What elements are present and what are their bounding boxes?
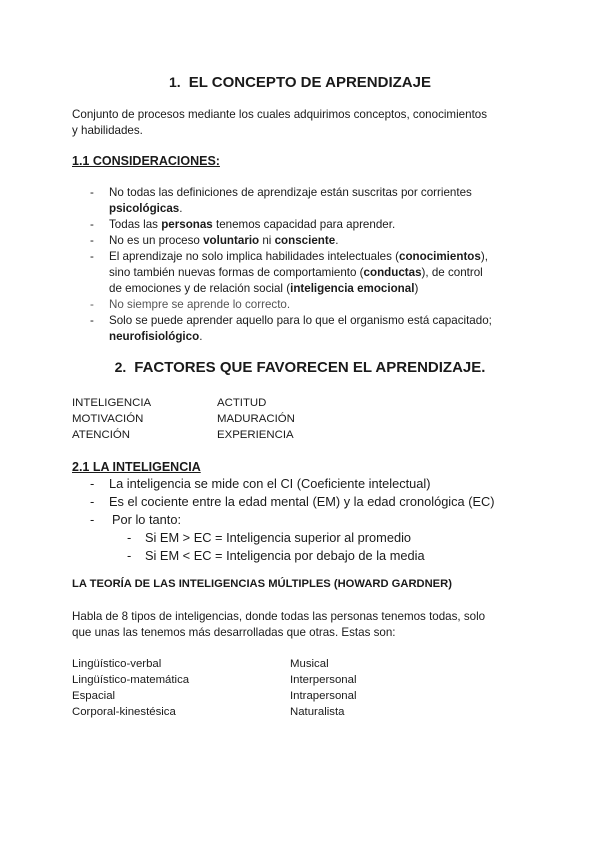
intro-line-2: y habilidades. [72, 124, 143, 137]
factors-left-column [72, 395, 151, 443]
section-2-heading [0, 359, 600, 376]
bullet-dash: - [90, 298, 94, 311]
factor-item: ACTITUD [217, 397, 267, 409]
theory-paragraph: Habla de 8 tipos de inteligencias, donde todas las personas tenemos todas, solo que unas las tenemos más desarrolladas que otras. Estas son: [72, 610, 486, 639]
theory-heading: LA TEORÍA DE LAS INTELIGENCIAS MÚLTIPLES (HOWARD GARDNER) [72, 578, 452, 590]
bullet-dash: - [90, 476, 95, 491]
factor-item: MOTIVACIÓN [72, 413, 144, 425]
intelligences-right-column [290, 656, 357, 720]
bullet-dash: - [90, 250, 94, 263]
factor-item: ATENCIÓN [72, 429, 131, 441]
factors-right-column [217, 395, 295, 443]
intelligence-item: Espacial [72, 690, 116, 702]
intro-line-1: Conjunto de procesos mediante los cuales adquirimos conceptos, conocimientos [72, 108, 488, 121]
intelligence-item: Interpersonal [290, 674, 357, 686]
bullet-dash: - [90, 512, 95, 527]
intelligence-item: Naturalista [290, 706, 345, 718]
subsection-1-1-title: 1.1 CONSIDERACIONES: [72, 154, 220, 168]
intelligence-item: Musical [290, 658, 329, 670]
section-1-intro [72, 107, 532, 139]
bullet-dash: - [127, 530, 132, 545]
section-1-number: 1. [169, 74, 181, 90]
bullet-dash: - [90, 218, 94, 231]
factor-item: MADURACIÓN [217, 413, 295, 425]
subsection-2-1-title: 2.1 LA INTELIGENCIA [72, 460, 201, 474]
bullet-dash: - [90, 186, 94, 199]
factor-item: INTELIGENCIA [72, 397, 152, 409]
bullet-dash: - [90, 494, 95, 509]
document-page: 1. EL CONCEPTO DE APRENDIZAJE Conjunto de procesos mediante los cuales adquirimos conceptos, conocimientos y habilidades. 1.1 CONSIDERACIONES: - No todas las definiciones de aprendizaje están suscritas por corrientes psicológicas. - Todas las personas tenemos capacidad para aprender. - No es un proceso voluntario ni consciente. - El aprendizaje no solo implica habilidades intelectuales (conocimientos), sino también nuevas formas de comportamiento (conductas), de control de emociones y de relación social (inteligencia emocional) - No siempre se aprende lo correcto. - Solo se puede aprender aquello para lo que el organismo está capacitado; neurofisiológico. 2. FACTORES QUE FAVORECEN EL APRENDIZAJE. INTELIGENCIA MOTIVACIÓN ATENCIÓN ACTITUD MADURACIÓN EXPERIENCIA 2.1 LA INTELIGENCIA - La inteligencia se mide con el CI (Coeficiente intelectual) - Es el cociente entre la edad mental (EM) y la edad cronológica (EC) - Por lo tanto: - Si EM > EC = Inteligencia superior al promedio - Si EM < EC = Inteligencia por debajo de la media LA TEORÍA DE LAS INTELIGENCIAS MÚLTIPLES (HOWARD GARDNER) Habla de 8 tipos de inteligencias, donde todas las personas tenemos todas, solo que unas las tenemos más desarrolladas que otras. Estas son: Lingüístico-verbal Lingüístico-matemática Espacial Corporal-kinestésica Musical Interpersonal Intrapersonal Naturalista [0, 0, 600, 848]
section-2-number: 2. [114, 359, 127, 375]
section-2-title: FACTORES QUE FAVORECEN EL APRENDIZAJE. [134, 359, 486, 376]
intelligence-item: Lingüístico-matemática [72, 674, 190, 686]
bullet-dash: - [90, 314, 94, 327]
intelligences-left-column [72, 656, 189, 720]
intelligence-item: Corporal-kinestésica [72, 706, 176, 718]
section-1-heading [0, 74, 600, 91]
factor-item: EXPERIENCIA [217, 429, 294, 441]
bullet-dash: - [127, 548, 132, 563]
section-1-title: EL CONCEPTO DE APRENDIZAJE [188, 74, 431, 91]
intelligence-item: Lingüístico-verbal [72, 658, 162, 670]
bullet-dash: - [90, 234, 94, 247]
intelligence-item: Intrapersonal [290, 690, 357, 702]
